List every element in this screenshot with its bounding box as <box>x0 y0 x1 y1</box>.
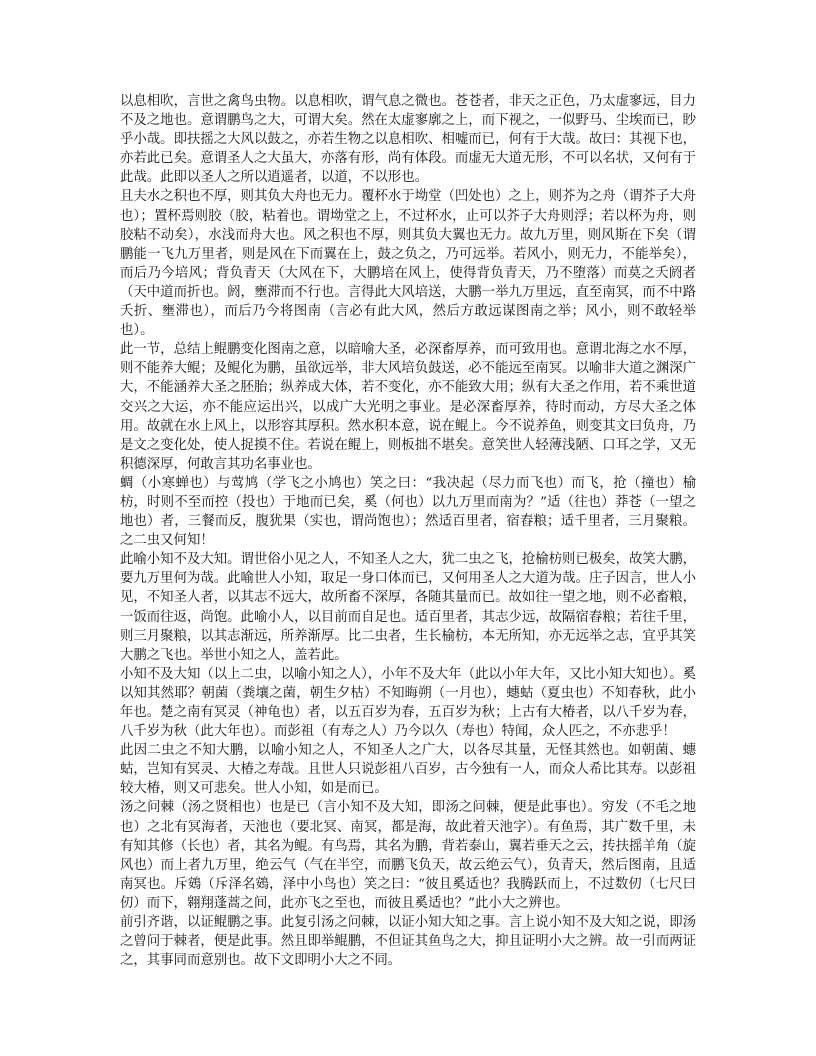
paragraph-2: 且夫水之积也不厚，则其负大舟也无力。覆杯水于坳堂（凹处也）之上，则芥为之舟（谓芥子大舟也）；置杯焉则胶（胶，粘着也。谓坳堂之上，不过杯水，止可以芥子大舟则浮；若以杯为舟，则胶粘不动矣），水浅而舟大也。风之积也不厚，则其负大翼也无力。故九万里，则风斯在下矣（谓鹏能一飞九万里者，则是风在下而翼在上，鼓之负之，乃可远举。若风小，则无力，不能举矣），而后乃今培风；背负青天（大风在下，大鹏培在风上，使得背负青天，乃不堕落）而莫之夭阏者（天中道而折也。阏，壅滞而不行也。言得此大风培送，大鹏一举九万里远，直至南冥，而不中路夭折、壅滞也），而后乃今将图南（言必有此大风，然后方敢远谋图南之举；风小，则不敢轻举也）。 <box>120 189 696 339</box>
paragraph-6: 小知不及大知（以上二虫，以喻小知之人），小年不及大年（此以小年大年，又比小知大知也）。奚以知其然耶？朝菌（粪壤之菌，朝生夕枯）不知晦朔（一月也），蟪蛄（夏虫也）不知春秋，此小年也。楚之南有冥灵（神龟也）者，以五百岁为春，五百岁为秋；上古有大椿者，以八千岁为春，八千岁为秋（此大年也）。而彭祖（有寿之人）乃今以久（寿也）特闻，众人匹之，不亦悲乎！ <box>120 666 696 740</box>
paragraph-9: 前引齐谐，以证鲲鹏之事。此复引汤之问棘，以证小知大知之事。言上说小知不及大知之说，即汤之曾问于棘者，便是此事。然且即举鲲鹏，不但证其鱼鸟之大，抑且证明小大之辨。故一引而两证之，其事同而意别也。故下文即明小大之不同。 <box>120 915 696 969</box>
paragraph-7: 此因二虫之不知大鹏，以喻小知之人，不知圣人之广大，以各尽其量，无怪其然也。如朝菌、蟪蛄，岂知有冥灵、大椿之寿哉。且世人只说彭祖八百岁，古今独有一人，而众人希比其寿。以彭祖较大椿，则又可悲矣。世人小知，如是而已。 <box>120 743 696 797</box>
document-page <box>120 92 696 970</box>
paragraph-1: 以息相吹，言世之禽鸟虫物。以息相吹，谓气息之微也。苍苍者，非天之正色，乃太虚寥远，目力不及之地也。意谓鹏鸟之大，可谓大矣。然在太虚寥廓之上，而下视之，一似野马、尘埃而已，眇乎小哉。即扶摇之大风以鼓之，亦若生物之以息相吹、相嘘而已，何有于大哉。故曰：其视下也，亦若此已矣。意谓圣人之大虽大，亦落有形，尚有体段。而虚无大道无形，不可以名状，又何有于此哉。此即以圣人之所以逍遥者，以道，不以形也。 <box>120 94 696 186</box>
paragraph-4: 蜩（小寒蝉也）与莺鸠（学飞之小鸠也）笑之曰：“我决起（尽力而飞也）而飞，抢（撞也）榆枋，时则不至而控（投也）于地而已矣，奚（何也）以九万里而南为？”适（往也）莽苍（一望之地也）者，三餐而反，腹犹果（实也，谓尚饱也）；然适百里者，宿舂粮；适千里者，三月聚粮。之二虫又何知！ <box>120 475 696 549</box>
paragraph-3: 此一节，总结上鲲鹏变化图南之意，以暗喻大圣，必深畜厚养，而可致用也。意谓北海之水不厚，则不能养大鲲；及鲲化为鹏，虽欲远举，非大风培负鼓送，必不能远至南冥。以喻非大道之渊深广大，不能涵养大圣之胚胎；纵养成大体，若不变化，亦不能致大用；纵有大圣之作用，若不乘世道交兴之大运，亦不能应运出兴，以成广大光明之事业。是必深畜厚养，待时而动，方尽大圣之体用。故就在水上风上，以形容其厚积。然水积本意，说在鲲上。今不说养鱼，则变其文曰负舟，乃是文之变化处，使人捉摸不住。若说在鲲上，则板拙不堪矣。意笑世人轻薄浅陋、口耳之学，又无积德深厚，何敢言其功名事业也。 <box>120 342 696 472</box>
paragraph-5: 此喻小知不及大知。谓世俗小见之人，不知圣人之大，犹二虫之飞，抢榆枋则已极矣，故笑大鹏，要九万里何为哉。此喻世人小知，取足一身口体而已，又何用圣人之大道为哉。庄子因言，世人小见，不知圣人者，以其志不远大，故所畜不深厚，各随其量而已。故如往一望之地，则不必畜粮，一饭而往返，尚饱。此喻小人，以目前而自足也。适百里者，其志少远，故隔宿舂粮；若往千里，则三月聚粮，以其志渐远，所养渐厚。比二虫者，生长榆枋，本无所知，亦无远举之志，宜乎其笑大鹏之飞也。举世小知之人，盖若此。 <box>120 552 696 663</box>
paragraph-8: 汤之问棘（汤之贤相也）也是已（言小知不及大知，即汤之问棘，便是此事也）。穷发（不毛之地也）之北有冥海者，天池也（要北冥、南冥，都是海，故此着天池字）。有鱼焉，其广数千里，未有知其修（长也）者，其名为鲲。有鸟焉，其名为鹏，背若泰山，翼若垂天之云，抟扶摇羊角（旋风也）而上者九万里，绝云气（气在半空，而鹏飞负天，故云绝云气），负青天，然后图南，且适南冥也。斥鴳（斥泽名鴳，泽中小鸟也）笑之曰：“彼且奚适也？我腾跃而上，不过数仞（七尺曰仞）而下，翱翔蓬蒿之间，此亦飞之至也，而彼且奚适也？”此小大之辨也。 <box>120 800 696 911</box>
